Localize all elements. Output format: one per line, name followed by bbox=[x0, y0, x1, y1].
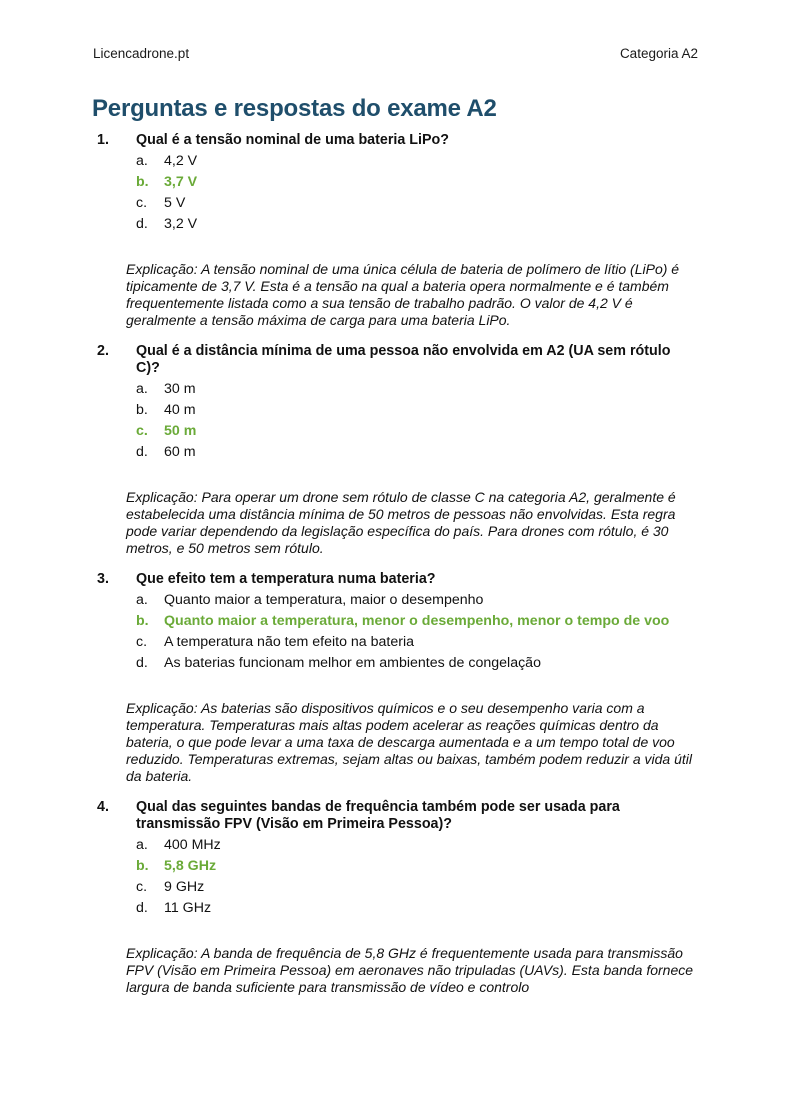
answer-option-a bbox=[0, 379, 788, 400]
site-name: Licencadrone.pt bbox=[93, 46, 190, 61]
question-header bbox=[0, 132, 788, 149]
answer-option-d bbox=[0, 442, 788, 463]
option-text: As baterias funcionam melhor em ambientes de congelação bbox=[164, 655, 541, 671]
option-letter: c. bbox=[136, 195, 148, 211]
question-text: Qual das seguintes bandas de frequência também pode ser usada para transmissão FPV (Visão em Primeira Pessoa)? bbox=[136, 799, 620, 832]
option-letter: b. bbox=[136, 174, 149, 190]
explanation-text: Explicação: A tensão nominal de uma única célula de bateria de polímero de lítio (LiPo) é tipicamente de 3,7 V. Esta é a tensão na qual a bateria opera normalmente e é também frequentemente listada como a sua tensão de trabalho padrão. O valor de 4,2 V é geralmente a tensão máxima de carga para uma bateria LiPo. bbox=[126, 261, 680, 328]
option-letter: d. bbox=[136, 444, 148, 460]
answer-option-c-correct bbox=[0, 421, 788, 442]
answer-option-a bbox=[0, 151, 788, 172]
answer-option-b-correct bbox=[0, 856, 788, 877]
option-text: 400 MHz bbox=[164, 837, 221, 853]
option-text: Quanto maior a temperatura, maior o desempenho bbox=[164, 592, 484, 608]
answer-option-b-correct bbox=[0, 172, 788, 193]
question-number: 2. bbox=[97, 343, 109, 359]
answer-option-a bbox=[0, 835, 788, 856]
question-2 bbox=[0, 343, 788, 557]
answer-options bbox=[0, 590, 788, 674]
question-number: 1. bbox=[97, 132, 109, 148]
option-text: A temperatura não tem efeito na bateria bbox=[164, 634, 415, 650]
answer-option-d bbox=[0, 214, 788, 235]
category-label: Categoria A2 bbox=[619, 46, 698, 61]
answer-options bbox=[0, 151, 788, 235]
option-text: 5,8 GHz bbox=[164, 858, 217, 874]
option-letter: b. bbox=[136, 858, 149, 874]
option-letter: c. bbox=[136, 879, 148, 895]
option-text: 11 GHz bbox=[164, 900, 212, 916]
option-letter: a. bbox=[136, 592, 148, 608]
question-1 bbox=[0, 132, 788, 329]
question-header bbox=[0, 571, 788, 588]
answer-option-c bbox=[0, 193, 788, 214]
option-letter: b. bbox=[136, 613, 149, 629]
option-letter: d. bbox=[136, 900, 148, 916]
explanation-text: Explicação: A banda de frequência de 5,8 GHz é frequentemente usada para transmissão FPV (Visão em Primeira Pessoa) em aeronaves não tripuladas (UAVs). Esta banda fornece largura de banda suficiente para transmissão de vídeo e controlo bbox=[126, 945, 694, 995]
option-letter: a. bbox=[136, 381, 148, 397]
option-text: 4,2 V bbox=[164, 153, 198, 169]
answer-option-d bbox=[0, 653, 788, 674]
option-letter: a. bbox=[136, 153, 148, 169]
option-letter: c. bbox=[136, 634, 148, 650]
option-letter: a. bbox=[136, 837, 148, 853]
answer-option-b bbox=[0, 400, 788, 421]
question-text: Qual é a distância mínima de uma pessoa não envolvida em A2 (UA sem rótulo C)? bbox=[136, 343, 671, 376]
question-list bbox=[0, 132, 788, 1010]
option-letter: d. bbox=[136, 655, 148, 671]
option-text: 60 m bbox=[164, 444, 196, 460]
explanation-text: Explicação: Para operar um drone sem rótulo de classe C na categoria A2, geralmente é estabelecida uma distância mínima de 50 metros de pessoas não envolvidas. Esta regra pode variar dependendo da legislação específica do país. Para drones com rótulo, é 30 metros, e 50 metros sem rótulo. bbox=[126, 489, 676, 556]
option-text: 30 m bbox=[164, 381, 196, 397]
page-title: Perguntas e respostas do exame A2 bbox=[92, 95, 497, 122]
option-letter: d. bbox=[136, 216, 148, 232]
question-number: 4. bbox=[97, 799, 109, 815]
answer-options bbox=[0, 835, 788, 919]
option-letter: b. bbox=[136, 402, 148, 418]
answer-option-c bbox=[0, 877, 788, 898]
question-header bbox=[0, 343, 788, 377]
answer-option-a bbox=[0, 590, 788, 611]
question-number: 3. bbox=[97, 571, 109, 587]
option-text: 40 m bbox=[164, 402, 196, 418]
page-header bbox=[93, 46, 698, 61]
answer-option-c bbox=[0, 632, 788, 653]
question-text: Que efeito tem a temperatura numa bateria? bbox=[136, 571, 436, 587]
option-letter: c. bbox=[136, 423, 148, 439]
option-text: 50 m bbox=[164, 423, 197, 439]
question-header bbox=[0, 799, 788, 833]
option-text: 5 V bbox=[164, 195, 186, 211]
question-3 bbox=[0, 571, 788, 785]
question-text: Qual é a tensão nominal de uma bateria LiPo? bbox=[136, 132, 450, 148]
question-4 bbox=[0, 799, 788, 996]
answer-option-b-correct bbox=[0, 611, 788, 632]
option-text: 3,7 V bbox=[164, 174, 198, 190]
option-text: Quanto maior a temperatura, menor o desempenho, menor o tempo de voo bbox=[164, 613, 670, 629]
answer-option-d bbox=[0, 898, 788, 919]
explanation-text: Explicação: As baterias são dispositivos químicos e o seu desempenho varia com a temperatura. Temperaturas mais altas podem acelerar as reações químicas dentro da bateria, o que pode levar a uma taxa de descarga aumentada e a um tempo total de voo reduzido. Temperaturas extremas, sejam altas ou baixas, também podem reduzir a vida útil da bateria. bbox=[126, 700, 692, 784]
option-text: 9 GHz bbox=[164, 879, 205, 895]
option-text: 3,2 V bbox=[164, 216, 198, 232]
answer-options bbox=[0, 379, 788, 463]
